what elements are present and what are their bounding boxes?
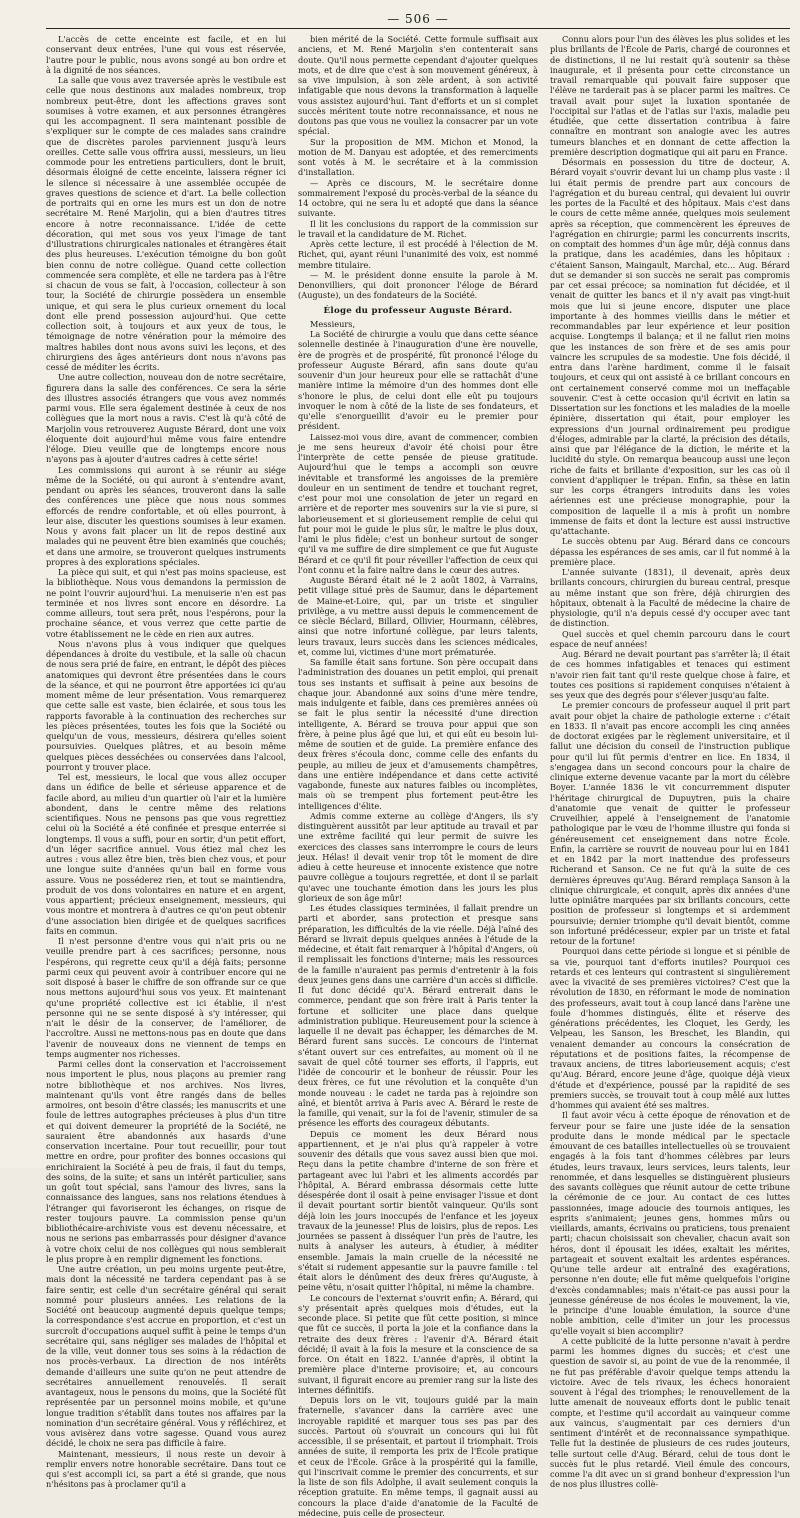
- paragraph: Quel succès et quel chemin parcouru dans le court espace de neuf années!: [550, 628, 790, 649]
- paragraph: Le concours de l'externat s'ouvrit enfin; A. Bérard, qui s'y présentait après quelques mois d'études, eut la seconde place. Si petite que fût cette position, si mince que fût ce succès, il porta la joie et la confiance dans la retraite des deux frères : l'avenir d'A. Bérard était décidé; il avait à la fois la mesure et la conscience de sa force. On était en 1822. L'année d'après, il obtint la première place d'interne provisoire; et, au concours suivant, il figurait encore au premier rang sur la liste des internes définitifs.: [298, 1292, 538, 1395]
- paragraph: Maintenant, messieurs, il nous reste un devoir à remplir envers notre honorable secrétaire. Dans tout ce qui s'est accompli ici, sa part a été si grande, que nous n'hésitons pas à proclamer qu'il a: [46, 1448, 286, 1490]
- paragraph: Les études classiques terminées, il fallait prendre un parti et aborder, sans protection et presque sans préparation, les difficultés de la vie réelle. Déjà l'aîné des Bérard se livrait depuis quelques années à l'étude de la médecine, et était fait remarquer à l'hôpital d'Angers, où il remplissait les fonctions d'interne; mais les ressources de la famille n'auraient pas permis d'entretenir à la fois deux jeunes gens dans une carrière d'un accès si difficile. Il fut donc décidé qu'A. Bérard entrerait dans le commerce, pendant que son frère irait à Paris tenter la fortune et solliciter une place dans quelque administration publique. Heureusement pour la science à laquelle il ne devait pas échapper, les démarches de M. Bérard furent sans succès. Le concours de l'internat s'étant ouvert sur ces entrefaites, au moment où il ne savait de quel côté tourner ses efforts, il l'appris, eut l'idée de concourir et le bonheur de réussir. Pour les deux frères, ce fut une révolution et la conquête d'un monde nouveau : le cadet ne tarda pas à rejoindre son aîné, et bientôt arriva à Paris avec A. Bérard le reste de la famille, qui venait, sur la foi de l'avenir, stimuler de sa présence les efforts des courageux débutants.: [298, 903, 538, 1129]
- paragraph: Après cette lecture, il est procédé à l'élection de M. Richet, qui, ayant réuni l'unanimité des voix, est nommé membre titulaire.: [298, 239, 538, 270]
- text-columns: [46, 34, 790, 1518]
- paragraph: L'année suivante (1831), il devenait, après deux brillants concours, chirurgien du bureau central, presque au même instant que son frère, déjà chirurgien des hôpitaux, obtenait à la Faculté de médecine la chaire de physiologie, qu'il n'a depuis cessé d'y occuper avec tant de distinction.: [550, 567, 790, 629]
- paragraph: Messieurs,: [310, 318, 356, 329]
- paragraph: Aug. Bérard ne devait pourtant pas s'arrêter là; il était de ces hommes infatigables et tenaces qui estiment n'avoir rien fait tant qu'il reste quelque chose à faire, et toutes ces positions si rapidement conquises n'étaient à ses yeux que des degrés pour s'élever jusqu'au faîte.: [550, 649, 790, 700]
- paragraph: Pourquoi dans cette période si longue et si pénible de sa vie, pourquoi tant d'efforts inutiles? Pourquoi ces retards et ces lenteurs qui contrastent si singulièrement avec la vivacité de ses premières victoires? C'est que la révolution de 1830, en réformant le mode de nomination des professeurs, avait tout à coup lancé dans l'arène une foule d'hommes distingués, élite et réserve des générations précédentes, les Cloquet, les Gerdy, les Velpeau, les Sanson, les Breschet, les Blandin, qui venaient demander au concours la consécration de réputations et de positions faites, la récompense de travaux anciens, de titres laborieusement acquis; c'est qu'Aug. Bérard, encore jeune d'âge, quoique déjà vieux d'étude et d'expérience, poussé par la rapidité de ses premiers succès, se trouvait tout à coup mêlé aux luttes d'hommes qui avaient été ses maîtres.: [550, 946, 790, 1110]
- paragraph: Il lit les conclusions du rapport de la commission sur le travail et la candidature de M. Richet.: [298, 218, 538, 239]
- paragraph: bien mérité de la Société. Cette formule suffisait aux anciens, et M. René Marjolin s'en contenterait sans doute. Qu'il nous permette cependant d'ajouter quelques mots, et de dire que c'est à son mouvement généreux, à sa vive impulsion, à son zèle ardent, à son activité infatigable que nous devons la transformation à laquelle vous assistez aujourd'hui. Tant d'efforts et un si complet succès méritent toute notre reconnaissance, et nous ne doutons pas que vous ne vouliez la consacrer par un vote spécial.: [298, 34, 538, 137]
- paragraph: L'accès de cette enceinte est facile, et en lui conservant deux entrées, l'une qui vous est réservée, l'autre pour le public, nous avons songé au bon ordre et à la dignité de nos séances.: [46, 34, 286, 75]
- paragraph: Le premier concours de professeur auquel il prit part avait pour objet la chaire de pathologie externe : c'était en 1833. Il n'avait pas encore accompli les cinq années de doctorat exigées par le règlement universitaire, et il fallut une décision du conseil de l'instruction publique pour qu'il lui fût permis d'entrer en lice. En 1834, il s'engagea dans un second concours pour la chaire de clinique externe devenue vacante par la mort du célèbre Boyer. L'année 1836 le vit concurremment disputer l'héritage chirurgical de Dupuytren, puis la chaire d'anatomie que venait de quitter le professeur Cruveilhier, appelé à l'enseignement de l'anatomie pathologique par le vœu de l'homme illustre qui fonda si généreusement cet enseignement dans notre École. Enfin, la carrière se rouvrit de nouveau pour lui en 1841 et en 1842 par la mort inattendue des professeurs Richerand et Sanson. Ce ne fut qu'à la suite de ces dernières épreuves qu'Aug. Bérard remplaça Sanson à la clinique chirurgicale, et conquit, après dix années d'une lutte opiniâtre marquées par six brillants concours, cette position de professeur si longtemps et si ardemment poursuivie; dernier triomphe qu'il devait bientôt, comme son infortuné prédécesseur, expier par un triste et fatal retour de la fortune!: [550, 700, 790, 946]
- paragraph: Sa famille était sans fortune. Son père occupait dans l'administration des douanes un petit emploi, qui prenait tous ses instants et suffisait à peine aux besoins de chaque jour. Abandonné aux soins d'une mère tendre, mais indulgente et faible, dans ces premières années où se fait le plus sentir la nécessité d'une direction intelligente, A. Bérard se trouva pour appui que son frère, à peine plus âgé que lui, et qui eût eu besoin lui-même de soutien et de guide. La première enfance des deux frères s'écoula donc, comme celle des enfants du peuple, au milieu de jeux et d'amusements champêtres, dans une entière indépendance et dans cette activité vagabonde, funeste aux natures faibles ou incomplètes, mais où se trempent plus fortement peut-être les intelligences d'élite.: [298, 657, 538, 811]
- paragraph: Le succès obtenu par Aug. Bérard dans ce concours dépassa les espérances de ses amis, car il fut nommé à la première place.: [550, 536, 790, 567]
- paragraph: — Après ce discours, M. le secrétaire donne sommairement l'exposé du procès-verbal de la séance du 14 octobre, qui ne sera lu et adopté que dans la séance suivante.: [298, 177, 538, 219]
- paragraph: — M. le président donne ensuite la parole à M. Denonvilliers, qui doit prononcer l'éloge de Bérard (Auguste), un des fondateurs de la Société.: [298, 269, 538, 301]
- paragraph: La Société de chirurgie a voulu que dans cette séance solennelle destinée à l'inauguration d'une ère nouvelle, ère de progrès et de prospérité, fût prononcé l'éloge du professeur Auguste Bérard, afin sans doute qu'au souvenir d'un jour heureux pour elle se rattachât d'une manière intime la mémoire d'un des hommes dont elle s'honore le plus, de celui dont elle eût pu toujours invoquer le nom à côté de la liste de ses fondateurs, et qu'elle s'enorgueillit d'avoir eu le premier pour président.: [298, 329, 538, 432]
- paragraph: Une autre collection, nouveau don de notre secrétaire, figurera dans la salle des conférences. Ce sera la série des illustres associés étrangers que vous avez nommés parmi vous. Elle sera également destinée à ceux de nos collègues que la mort nous a ravis. C'est là qu'à côté de Marjolin vous retrouverez Auguste Bérard, dont une voix éloquente doit aujourd'hui même vous faire entendre l'éloge. Dieu veuille que de longtemps encore nous n'ayons pas à ajouter d'autres cadres à cette série!: [46, 372, 286, 465]
- paragraph: Depuis lors on le vit, toujours guidé par la main fraternelle, s'avancer dans la carrière avec une incroyable rapidité et marquer tous ses pas par des succès. Partout où s'ouvrait un concours qui lui fût accessible, il se présentait, et partout il triomphait. Trois années de suite, il remporta les prix de l'École pratique et ceux de l'École. Grâce à la prospérité qui la famille, qui l'inscrivait comme le premier des concurrents, et sur la liste de son fils Adolphe, il avait seulement conquis la réception gratuite. En même temps, il gagnait aussi au concours la place d'aide d'anatomie de la Faculté de médecine, puis celle de prosecteur.: [298, 1395, 538, 1518]
- paragraph: La pièce qui suit, et qui n'est pas moins spacieuse, est la bibliothèque. Nous vous demandons la permission de ne point l'ouvrir aujourd'hui. La menuiserie n'en est pas terminée et nos livres sont encore en désordre. La comme ailleurs, tout sera prêt, nous l'espérons, pour la prochaine séance, et vous verrez que cette partie de votre établissement ne le cède en rien aux autres.: [46, 567, 286, 639]
- column-right: [550, 34, 790, 1518]
- paragraph: Parmi celles dont la conservation et l'accroissement nous importent le plus, nous plaçons au premier rang notre bibliothèque et nos archives. Nos livres, maintenant qu'ils vont être rangés dans de belles armoires, ont besoin d'être classés; les manuscrits et une foule de lettres autographes précieuses à plus d'un titre et qui doivent demeurer la propriété de la Société, ne sauraient être abandonnés aux hasards d'une conservation incertaine. Pour tout recueillir, pour tout mettre en ordre, pour profiter des bonnes occasions qui enrichiraient la Société à peu de frais, il faut du temps, des soins, de la suite; et sans un intérêt particulier, sans un goût tout spécial, sans l'amour des livres, sans la connaissance des langues, sans nos relations étendues à l'étranger qui favoriseront les échanges, on risque de rester toujours pauvre. La commission pense qu'un bibliothécaire-archiviste vous est devenu nécessaire, et nous ne serions pas embarrassés pour désigner d'avance à votre choix celui de nos collègues qui nous semblerait le plus propre à en remplir dignement les fonctions.: [46, 1059, 286, 1264]
- paragraph: Depuis ce moment les deux Bérard nous appartiennent, et je n'ai plus qu'à rappeler à votre souvenir des détails que vous savez aussi bien que moi. Reçu dans la petite chambre d'interne de son frère et partageant avec lui l'abri et les aliments accordés par l'hôpital, A. Bérard embrassa désormais cette lutte désespérée dont il osait à peine envisager l'issue et dont il devait pourtant sortir bientôt vainqueur. Qu'ils sont déjà loin les jours inoccupés de l'enfance et les joyeux travaux de la jeunesse! Plus de loisirs, plus de repos. Les journées se passent à disséquer l'un près de l'autre, les nuits à analyser les auteurs, à étudier, à méditer ensemble. Jamais la main cruelle de la nécessité ne s'était si rudement appesantie sur la pauvre famille : tel était alors le dénûment des deux frères qu'Auguste, à peine vêtu, n'osait quitter l'hôpital, ni même la chambre.: [298, 1128, 538, 1293]
- column-middle: [298, 34, 538, 1518]
- paragraph: Les commissions qui auront à se réunir au siége même de la Société, ou qui auront à s'entendre avant, pendant ou après les séances, trouveront dans la salle des conférences une pièce que nous nous sommes efforcés de rendre confortable, et où elles pourront, à leur aise, discuter les questions soumises à leur examen. Nous y avons fait placer un lit de repos destiné aux malades qui ne peuvent être bien examinés que couchés; et dans une armoire, se trouveront quelques instruments propres à des explorations spéciales.: [46, 464, 286, 567]
- paragraph: Une autre création, un peu moins urgente peut-être, mais dont la nécessité ne tardera cependant pas à se faire sentir, est celle d'un secrétaire général qui serait nommé pour plusieurs années. Les relations de la Société ont beaucoup augmenté depuis quelque temps; la correspondance s'est accrue en proportion, et c'est un surcroît d'occupations auquel suffit à peine le temps d'un secrétaire qui, sans négliger ses malades de l'hôpital et de la ville, veut donner tous ses soins à la rédaction de nos procès-verbaux. La direction de nos intérêts demande d'ailleurs une suite qu'on ne peut attendre de secrétaires annuellement renouvelés. Il serait avantageux, nous le pensons du moins, que la Société fût représentée par un personnel moins mobile, et qu'une longue tradition s'établît dans toutes nos affaires par la nomination d'un secrétaire général. Vous y réfléchirez, et vous avisèrez dans votre sagesse. Quand vous aurez décidé, le choix ne sera pas difficile à faire.: [46, 1264, 286, 1449]
- paragraph: Admis comme externe au collège d'Angers, ils s'y distinguèrent aussitôt par leur aptitude au travail et par une extrême facilité qui leur permit de suivre les exercices des classes sans interrompre le cours de leurs jeux. Hélas! il devait venir trop tôt le moment de dire adieu à cette heureuse et innocente existence que notre pauvre collègue a toujours regrettée, et dont il se parlait qu'avec une touchante émotion dans les jours les plus glorieux de son âge mûr!: [298, 810, 538, 903]
- paragraph: Sur la proposition de MM. Michon et Monod, la motion de M. Danyau est adoptée, et des remerciments sont votés à M. le secrétaire et à la commission d'installation.: [298, 136, 538, 178]
- paragraph: Connu alors pour l'un des élèves les plus solides et les plus brillants de l'École de Paris, chargé de couronnes et de distinctions, il ne lui restait qu'à soutenir sa thèse inaugurale, et il présenta pour cette circonstance un travail remarquable qui pouvait faire supposer que l'élève ne tarderait pas à se placer parmi les maîtres. Ce travail avait pour sujet la luxation spontanée de l'occipital sur l'atlas et de l'atlas sur l'axis, maladie peu étudiée, que cette dissertation contribua à faire connaître en montrant son analogie avec les autres tumeurs blanches et en donnant de cette affection la première description dogmatique qui ait paru en France.: [550, 34, 790, 157]
- paragraph: Laissez-moi vous dire, avant de commencer, combien je me sens heureux d'avoir été choisi pour être l'interprète de cette pensée de pieuse gratitude. Aujourd'hui que le temps a accompli son œuvre inévitable et transformé les angoisses de la première douleur en un sentiment de tendre et touchant regret, c'est pour moi une consolation de jeter un regard en arrière et de reporter mes souvenirs sur la vie si pure, si laborieusement et si glorieusement remplie de celui qui fut pour moi le guide le plus sûr, le maître le plus doux, l'ami le plus fidèle; c'est un bonheur surtout de songer qu'il va me suffire de dire simplement ce que fut Auguste Bérard et ce qu'il fit pour réveiller l'affection de ceux qui l'ont connu et la faire naître dans le cœur des autres.: [298, 431, 538, 575]
- column-left: [46, 34, 286, 1518]
- page-number: — 506 —: [387, 12, 449, 26]
- paragraph: Nous n'avons plus à vous indiquer que quelques dépendances à droite du vestibule, et la salle où chacun de nous sera prié de faire, en entrant, le dépôt des pièces anatomiques qui devront être présentées dans le cours de la séance, et qui ne pourront être apportées ici qu'au moment même de leur présentation. Vous remarquerez que cette salle est vaste, bien éclairée, et sous tous les rapports favorable à la continuation des recherches sur les pièces présentées, toutes les fois que la Société ou quelqu'un de vous, messieurs, désirera qu'elles soient poursuivies. Quelques plâtres, et au besoin même quelques pièces desséchées ou conservées dans l'alcool, pourront y trouver place.: [46, 638, 286, 772]
- paragraph: Il n'est personne d'entre vous qui n'ait pris ou ne veuille prendre part à ces sacrifices; personne, nous l'espérons, qui regrette ceux qu'il a déjà faits; personne parmi ceux qui peuvent avoir à contribuer encore qui ne soit disposé à baser le chiffre de son offrande sur ce que nous mettons aujourd'hui sous vos yeux. Et maintenant qu'une propriété collective est ici établie, il n'est personne qui ne se sente disposé à s'y intéresser, qui n'ait le désir de la conserver, de l'améliorer, de l'accroître. Aussi ne mettons-nous pas en doute que dans l'avenir de nouveaux dons ne viennent de temps en temps augmenter nos richesses.: [46, 936, 286, 1059]
- paragraph: Auguste Bérard était né le 2 août 1802, à Varrains, petit village situé près de Saumur, dans le département de Maine-et-Loire, qui, par un triste et singulier privilège, a vu mettre aussi depuis le commencement de ce siècle Béclard, Billard, Ollivier, Hourmann, célèbres, ainsi que notre infortuné collègue, par leurs talents, leurs travaux, leurs succès dans les sciences médicales, et, comme lui, victimes d'une mort prématurée.: [298, 575, 538, 657]
- section-title: Éloge du professeur Auguste Bérard.: [323, 305, 513, 316]
- paragraph: A cette publicité de la lutte personne n'avait à perdre parmi les hommes dignes du succès; et c'est une question de savoir si, au point de vue de la renommée, il ne fut pas préférable d'avoir quelque temps attendu la victoire. Avec de tels rivaux, les échecs honoraient souvent à l'égal des triomphes; le renouvellement de la lutte amenait de nouveaux efforts dont le public tenait compte, et l'estime qu'il accordait au vainqueur comme aux vaincus, s'augmentait par ces derniers d'un sentiment d'intérêt et de reconnaissance sympathique. Telle fut la destinée de plusieurs de ces rudes jouteurs, telle surtout celle d'Aug. Bérard, celui de tous dont le succès fut le plus retardé. Vieil émule des concours, comme l'a dit avec un si grand bonheur d'expression l'un de nos plus illustres collè-: [550, 1335, 790, 1490]
- paragraph: Désormais en possession du titre de docteur, A. Bérard voyait s'ouvrir devant lui un champ plus vaste : il lui était permis de prendre part aux concours de l'agrégation et du bureau central, qui devaient lui ouvrir les portes de la Faculté et des hôpitaux. Mais c'est dans le cours de cette même année, quelques mois seulement après sa réception, que commencèrent les épreuves de l'agrégation en chirurgie; parmi les concurrents inscrits, on comptait des hommes d'un âge mûr, déjà connus dans la pratique, dans les académies, dans les hôpitaux : c'étaient Sanson, Maingault, Marchal, etc... Aug. Bérard dut se demander si son succès ne serait pas compromis par cet essai précoce; sa nomination fut décidée, et il venait de quitter les bancs et il n'y avait pas vingt-huit mois que lui si jeune encore, disputer une place importante à des hommes vieillis dans le métier et recommandables par leur expérience et leur position acquise. Longtemps il balança; et il ne fallut rien moins que les instances de son frère et de ses amis pour vaincre les scrupules de sa modestie. Une fois décidé, il entra dans l'arène hardiment, comme il le faisait toujours, et ceux qui ont assisté à ce brillant concours en ont certainement conservé comme moi un ineffaçable souvenir. C'est à cette occasion qu'il écrivit en latin sa Dissertation sur les fonctions et les maladies de la moelle épinière, dissertation qui était, pour employer les expressions d'un journal ordinairement peu prodigue d'éloges, admirable par la clarté, la précision des détails, ainsi que par l'élégance de la diction, le mérite et la lucidité du style. On remarqua beaucoup aussi une leçon riche de faits et brillante d'exposition, sur les cas où il convient d'appliquer le trépan. Enfin, sa thèse en latin sur les corps étrangers introduits dans les voies aériennes est une précieuse monographie, pour la composition de laquelle il a mis à profit un nombre immense de faits et dont la lecture est aussi instructive qu'attachante.: [550, 157, 790, 536]
- paragraph: Tel est, messieurs, le local que vous allez occuper dans un édifice de belle et sérieuse apparence et de facile abord, au milieu d'un quartier où l'air et la lumière abondent, dans le centre même des relations scientifiques. Nous ne pensons pas que vous regrettiez celui où la Société a été confinée et presque enterrée si longtemps. Il vous a suffi, pour en sortir, d'un petit effort, d'un léger sacrifice annuel. Vous étiez mal chez les autres : vous allez être bien, très bien chez vous, et pour une longue suite d'années qu'un bail en forme vous assure. Vous ne posséderez rien, et tout se maintiendra, produit de vos dons volontaires en nature et en argent, vous appartient; précieux enseignement, messieurs, qui vous montre et montrera à d'autres ce qu'on peut obtenir d'une association bien dirigée et de quelques sacrifices faits en commun.: [46, 772, 286, 936]
- paragraph: Il faut avoir vécu à cette époque de rénovation et de ferveur pour se faire une juste idée de la sensation produite dans le monde médical par le spectacle émouvant de ces batailles intellectuelles où se trouvaient engagés à la fois tant d'hommes célèbres par leurs études, leurs travaux, leurs services, leurs talents, leur renommée, et dans lesquelles se distinguèrent plusieurs des savants collègues que réunit autour de cette tribune la cérémonie de ce jour. Au contact de ces luttes passionnées, image adoucie des tournois antiques, les esprits s'animaient; jeunes gens, hommes mûrs ou vieillards, amants, écrivains ou praticiens, tous prenaient parti; chacun choisissait son chevalier, chacun avait son héros, dont il épousait les idées, exaltait les mérites, partageait et souvent exaltait les ardentes espérances. Qu'une telle ardeur ait entraîné des exagérations, personne n'en doute; elle fut même quelquefois l'origine d'excès condamnables; mais n'était-ce pas aussi pour la jeunesse généreuse de nos écoles le mouvement, la vie, le principe d'une louable émulation, la source d'une noble ambition, celle d'imiter un jour les processus qu'elle voyait si bien accomplir?: [550, 1110, 790, 1336]
- page-header: [46, 0, 790, 29]
- paragraph: La salle que vous avez traversée après le vestibule est celle que nous destinons aux malades nombreux, trop nombreux peut-être, dont les affections graves sont soumises à votre examen, et aux personnes étrangères qui les accompagnent. Il sera maintenant possible de s'expliquer sur le compte de ces malades sans craindre que de discrètes paroles parviennent jusqu'à leurs oreilles. Cette salle vous offrira aussi, messieurs, un lieu commode pour les entretiens particuliers, dont le bruit, désormais éloigné de cette enceinte, laissera régner ici le silence si nécessaire à une assemblée occupée de graves questions de science et d'art. La belle collection de portraits qui en orne les murs est un don de notre secrétaire M. René Marjolin, qui a bien d'autres titres encore à notre reconnaissance. L'idée de cette décoration, qui met sous vos yeux l'image de tant d'illustrations chirurgicales nationales et étrangères était des plus heureuses. L'exécution témoigne du bon goût bien connu de notre collègue. Quand cette collection commencée sera complète, et elle ne tardera pas à l'être si chacun de vous se fait, à l'occasion, collecteur à son tour, la Société de chirurgie possèdera un ensemble unique, et qui sera le plus curieux ornement du local dont elle prend possession aujourd'hui. Que cette collection soit, à toujours et aux yeux de tous, le témoignage de notre vénération pour la mémoire des maîtres habiles dont nous avons suivi les leçons, et des chirurgiens des âges antérieurs dont nous n'avons pas cessé de méditer les écrits.: [46, 75, 286, 372]
